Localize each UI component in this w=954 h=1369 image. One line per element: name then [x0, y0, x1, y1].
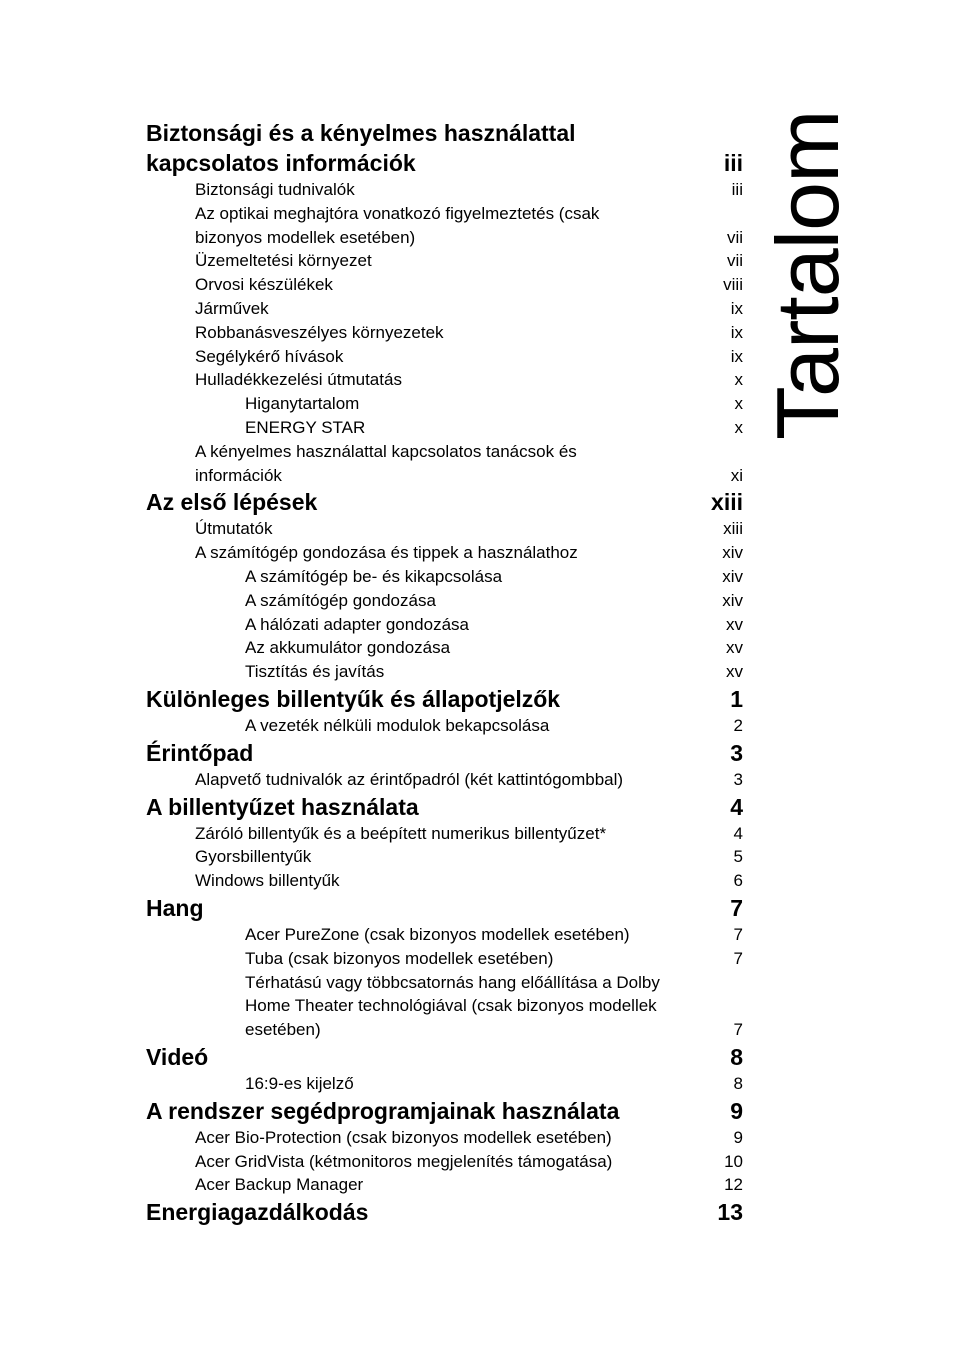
toc-entry-page: x	[734, 417, 743, 437]
toc-entry-title: Acer PureZone (csak bizonyos modellek esetében)	[245, 924, 630, 944]
toc-entry-page: xi	[730, 465, 743, 485]
toc-section[interactable]	[146, 1150, 743, 1174]
toc-entry-title: Robbanásveszélyes környezetek	[195, 322, 444, 342]
toc-chapter[interactable]	[146, 1042, 743, 1072]
toc-entry-page: 13	[717, 1199, 743, 1226]
toc-section[interactable]	[146, 768, 743, 792]
toc-entry-title: Alapvető tudnivalók az érintőpadról (két kattintógombbal)	[195, 769, 624, 789]
toc-entry-title: Térhatású vagy többcsatornás hang előállítása a Dolby Home Theater technológiával (csak bizonyos modellek esetében)	[245, 972, 660, 1040]
toc-entry-page: 9	[733, 1127, 743, 1147]
toc-section[interactable]	[146, 589, 743, 613]
toc-entry-page: 7	[733, 1020, 743, 1040]
toc-entry-page: xiii	[723, 519, 743, 539]
toc-entry-title: Orvosi készülékek	[195, 275, 333, 295]
toc-entry-page: 3	[730, 739, 743, 766]
toc-entry-title: Záróló billentyűk és a beépített numerikus billentyűzet*	[195, 823, 607, 843]
toc-section[interactable]	[146, 971, 743, 1042]
toc-section[interactable]	[146, 249, 743, 273]
toc-chapter[interactable]	[146, 684, 743, 714]
toc-section[interactable]	[146, 368, 743, 392]
toc-entry-title: Acer GridVista (kétmonitoros megjelenítés támogatása)	[195, 1151, 613, 1171]
toc-entry-title: A vezeték nélküli modulok bekapcsolása	[245, 715, 550, 735]
toc-entry-page: 7	[733, 948, 743, 968]
toc-entry-page: xiv	[722, 566, 743, 586]
toc-entry-title: Érintőpad	[146, 739, 254, 766]
toc-entry-page: 7	[730, 894, 743, 921]
toc-entry-title: Tuba (csak bizonyos modellek esetében)	[245, 948, 554, 968]
toc-entry-title: Az első lépések	[146, 489, 318, 516]
toc-section[interactable]	[146, 273, 743, 297]
toc-section[interactable]	[146, 636, 743, 660]
toc-section[interactable]	[146, 845, 743, 869]
toc-section[interactable]	[146, 869, 743, 893]
toc-section[interactable]	[146, 297, 743, 321]
toc-entry-title: Windows billentyűk	[195, 871, 340, 891]
toc-entry-page: vii	[726, 227, 743, 247]
toc-entry-page: 5	[733, 847, 743, 867]
toc-entry-page: ix	[730, 346, 743, 366]
toc-entry-title: Segélykérő hívások	[195, 346, 344, 366]
toc-entry-title: Útmutatók	[195, 519, 273, 539]
table-of-contents	[146, 118, 743, 1227]
toc-entry-title: Biztonsági és a kényelmes használattal kapcsolatos információk	[146, 120, 576, 176]
toc-entry-title: A rendszer segédprogramjainak használata	[146, 1097, 620, 1124]
toc-chapter[interactable]	[146, 1197, 743, 1227]
toc-entry-title: Üzemeltetési környezet	[195, 251, 372, 271]
toc-section[interactable]	[146, 565, 743, 589]
toc-entry-page: 2	[733, 715, 743, 735]
toc-section[interactable]	[146, 178, 743, 202]
toc-entry-page: 6	[733, 871, 743, 891]
toc-section[interactable]	[146, 517, 743, 541]
toc-entry-title: Gyorsbillentyűk	[195, 847, 312, 867]
toc-entry-page: 1	[730, 685, 743, 712]
toc-entry-page: iii	[731, 180, 743, 199]
toc-section[interactable]	[146, 822, 743, 846]
toc-section[interactable]	[146, 392, 743, 416]
toc-section[interactable]	[146, 1173, 743, 1197]
toc-section[interactable]	[146, 1126, 743, 1150]
toc-entry-page: xv	[726, 638, 743, 658]
toc-entry-page: x	[734, 394, 743, 414]
toc-entry-page: iii	[723, 150, 743, 176]
toc-entry-page: xv	[726, 662, 743, 682]
toc-entry-title: Acer Bio-Protection (csak bizonyos modellek esetében)	[195, 1127, 612, 1147]
toc-entry-page: 9	[730, 1097, 743, 1124]
toc-entry-title: Hang	[146, 894, 204, 921]
toc-entry-title: Az akkumulátor gondozása	[245, 638, 451, 658]
toc-entry-title: Videó	[146, 1043, 209, 1070]
toc-entry-page: viii	[723, 275, 743, 295]
toc-entry-title: ENERGY STAR	[245, 417, 366, 437]
toc-entry-page: 8	[730, 1043, 743, 1070]
toc-entry-title: A hálózati adapter gondozása	[245, 614, 470, 634]
toc-section[interactable]	[146, 714, 743, 738]
toc-entry-page: x	[734, 370, 743, 390]
toc-entry-page: xiii	[711, 489, 743, 516]
toc-entry-title: A számítógép gondozása és tippek a használathoz	[195, 543, 578, 563]
toc-entry-page: 4	[733, 823, 743, 843]
toc-chapter[interactable]	[146, 893, 743, 923]
toc-section[interactable]	[146, 613, 743, 637]
toc-entry-page: 10	[724, 1151, 743, 1171]
toc-entry-page: 7	[733, 924, 743, 944]
toc-entry-page: ix	[730, 298, 743, 318]
toc-entry-page: xiv	[722, 590, 743, 610]
toc-section[interactable]	[146, 660, 743, 684]
toc-section[interactable]	[146, 416, 743, 440]
toc-entry-page: 12	[724, 1175, 743, 1195]
toc-entry-page: 4	[730, 793, 743, 820]
toc-entry-page: 3	[733, 769, 743, 789]
toc-section[interactable]	[146, 202, 743, 250]
toc-entry-title: Energiagazdálkodás	[146, 1199, 369, 1226]
toc-entry-title: Higanytartalom	[245, 394, 360, 414]
toc-entry-page: xv	[726, 614, 743, 634]
toc-chapter[interactable]	[146, 792, 743, 822]
toc-entry-title: Járművek	[195, 298, 269, 318]
toc-entry-title: Acer Backup Manager	[195, 1175, 364, 1195]
toc-entry-title: Tisztítás és javítás	[245, 662, 385, 682]
toc-section[interactable]	[146, 1072, 743, 1096]
toc-entry-page: xiv	[722, 543, 743, 563]
toc-entry-page: ix	[730, 322, 743, 342]
toc-entry-title: Az optikai meghajtóra vonatkozó figyelmeztetés (csak bizonyos modellek esetében)	[195, 203, 600, 247]
toc-entry-title: A számítógép be- és kikapcsolása	[245, 566, 503, 586]
toc-section[interactable]	[146, 321, 743, 345]
toc-section[interactable]	[146, 440, 743, 488]
side-title: Tartalom	[758, 110, 857, 440]
toc-entry-title: A számítógép gondozása	[245, 590, 436, 610]
toc-entry-title: Hulladékkezelési útmutatás	[195, 370, 402, 390]
toc-entry-title: A kényelmes használattal kapcsolatos tanácsok és információk	[195, 441, 577, 485]
toc-chapter[interactable]	[146, 118, 743, 178]
toc-entry-page: vii	[726, 251, 743, 271]
toc-entry-title: A billentyűzet használata	[146, 793, 419, 820]
toc-section[interactable]	[146, 947, 743, 971]
toc-chapter[interactable]	[146, 738, 743, 768]
toc-section[interactable]	[146, 541, 743, 565]
toc-entry-title: Biztonsági tudnivalók	[195, 180, 355, 199]
toc-entry-title: 16:9-es kijelző	[245, 1073, 354, 1093]
toc-chapter[interactable]	[146, 1096, 743, 1126]
toc-entry-title: Különleges billentyűk és állapotjelzők	[146, 685, 561, 712]
toc-entry-page: 8	[733, 1073, 743, 1093]
toc-section[interactable]	[146, 345, 743, 369]
toc-section[interactable]	[146, 923, 743, 947]
toc-chapter[interactable]	[146, 487, 743, 517]
